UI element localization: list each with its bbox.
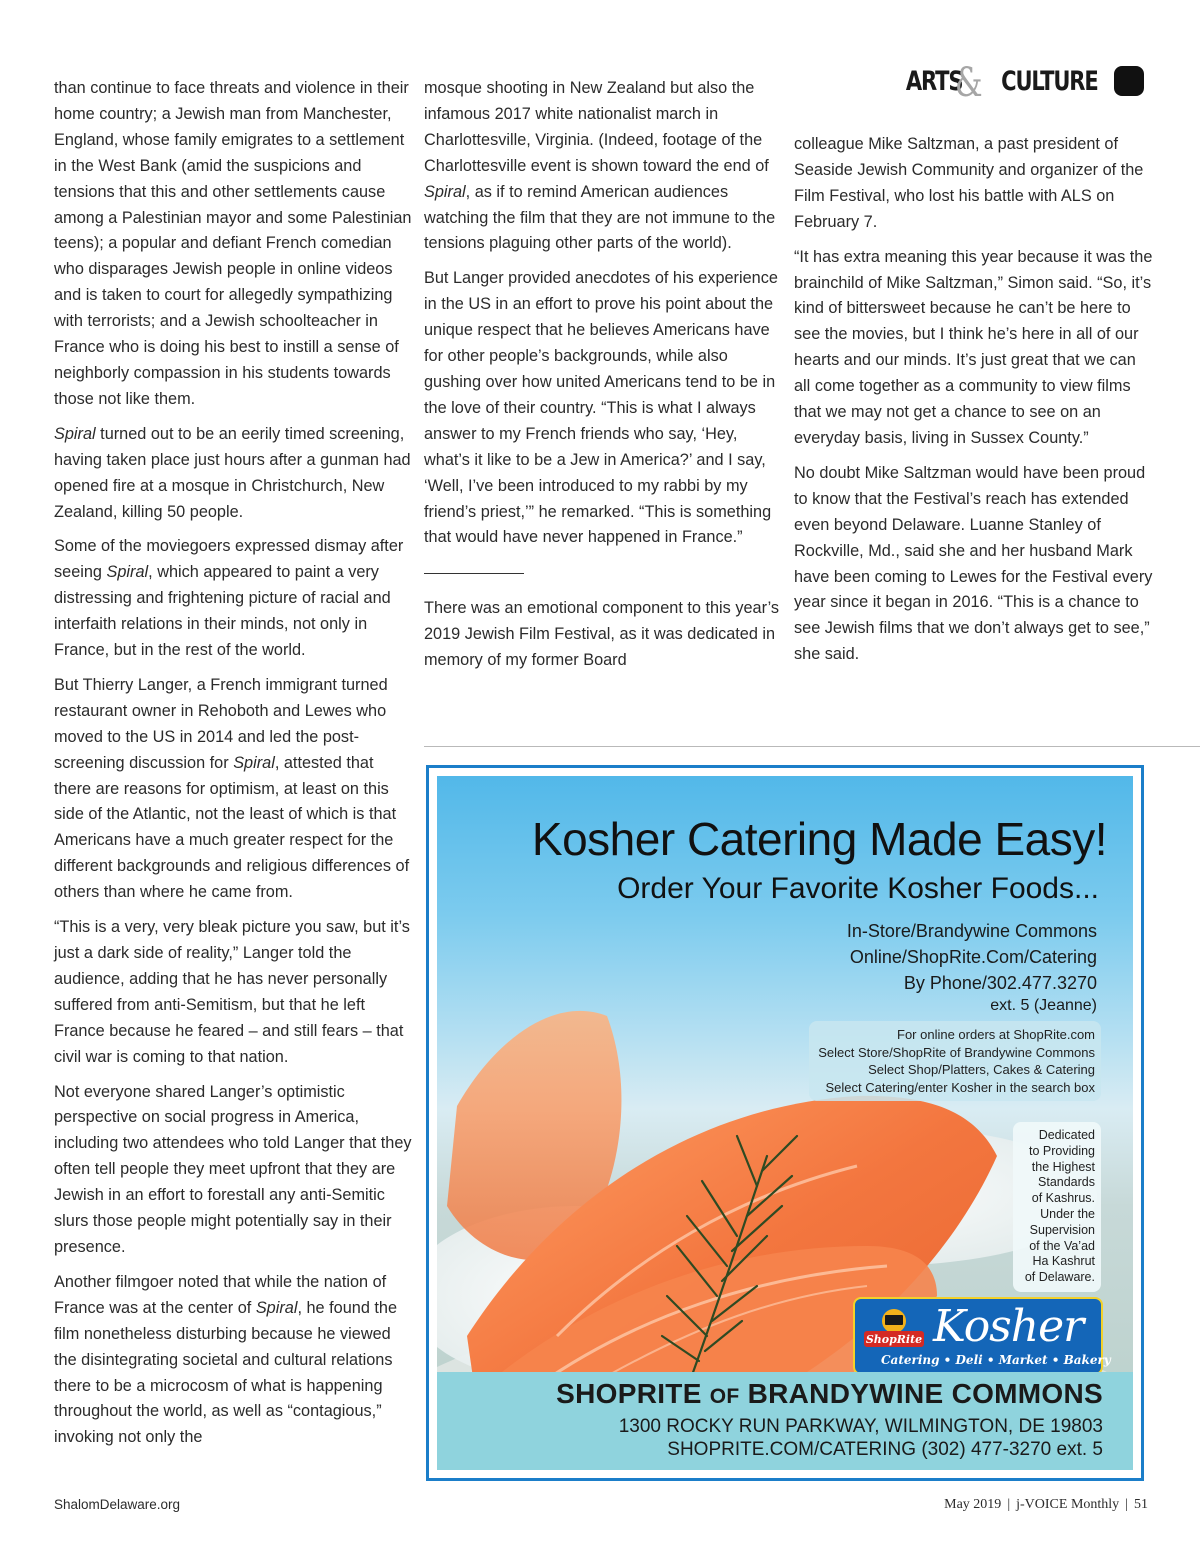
- film-title: Spiral: [54, 424, 96, 443]
- page-number: 51: [1134, 1497, 1148, 1512]
- section-header-ampersand: &: [954, 60, 983, 106]
- store-name: SHOPRITE OF BRANDYWINE COMMONS: [556, 1378, 1103, 1409]
- ad-background: [437, 776, 1133, 1470]
- ad-headline: Kosher Catering Made Easy!: [531, 813, 1107, 865]
- footer-issue-date: May 2019: [944, 1497, 1002, 1512]
- kashrus-statement: Dedicated to Providing the Highest Standards of Kashrus. Under the Supervision of the Va’ad Ha Kashrut of Delaware.: [1013, 1122, 1101, 1292]
- article-column-1: [54, 76, 414, 1460]
- ad-store-footer: [437, 1372, 1133, 1470]
- paragraph: colleague Mike Saltzman, a past president of Seaside Jewish Community and organizer of the Film Festival, who lost his battle with ALS on February 7.: [794, 135, 1144, 231]
- instruction-line: Select Catering/enter Kosher in the search box: [825, 1079, 1095, 1095]
- shoprite-advertisement: [426, 765, 1144, 1481]
- ad-online-line: Online/ShopRite.Com/Catering: [849, 947, 1097, 967]
- svg-text:ShopRite: ShopRite: [865, 1333, 923, 1346]
- section-header-arts: ARTS: [906, 65, 963, 97]
- instruction-line: Select Store/ShopRite of Brandywine Commons: [818, 1044, 1095, 1060]
- store-address: 1300 ROCKY RUN PARKWAY, WILMINGTON, DE 19803: [618, 1416, 1103, 1437]
- film-title: Spiral: [424, 182, 466, 201]
- kosher-tagline: Catering • Deli • Market • Bakery: [881, 1353, 1111, 1367]
- section-header: [890, 58, 1144, 104]
- ad-subheadline: Order Your Favorite Kosher Foods...: [617, 872, 1099, 905]
- film-title: Spiral: [106, 563, 149, 582]
- section-header-culture: CULTURE: [1001, 65, 1098, 97]
- store-contact: SHOPRITE.COM/CATERING (302) 477-3270 ext. 5: [667, 1439, 1103, 1460]
- paragraph: “This is a very, very bleak picture you saw, but it’s just a dark side of reality,” Langer told the audience, adding that he has never personally suffered from anti-Semitism, but that he left France because he feared – and still fears – that civil war is coming to that nation.: [54, 918, 410, 1066]
- online-order-instructions: [809, 1021, 1101, 1101]
- paragraph: Spiral turned out to be an eerily timed screening, having taken place just hours after a gunman had opened fire at a mosque in Christchurch, New Zealand, killing 50 people.: [54, 424, 411, 521]
- paragraph: mosque shooting in New Zealand but also the infamous 2017 white nationalist march in Charlottesville, Virginia. (Indeed, footage of the Charlottesville event is shown toward the end of Spiral, as if to remind American audiences watching the film that they are not immune to the tensions plaguing other parts of the world).: [424, 79, 776, 253]
- section-marker-block: [1114, 66, 1144, 96]
- article-column-3: [794, 132, 1154, 677]
- paragraph: Some of the moviegoers expressed dismay after seeing Spiral, which appeared to paint a very distressing and frightening picture of racial and interfaith relations in their minds, not only in France, but in the rest of the world.: [54, 537, 404, 660]
- ad-extension-line: ext. 5 (Jeanne): [990, 997, 1097, 1014]
- paragraph: But Thierry Langer, a French immigrant turned restaurant owner in Rehoboth and Lewes who moved to the US in 2014 and led the post-screening discussion for Spiral, attested that there are reasons for optimism, at least on this side of the Atlantic, not the least of which is that Americans have a much greater respect for the different backgrounds and religious differences of others than where he came from.: [54, 675, 410, 902]
- film-title: Spiral: [233, 753, 275, 772]
- instruction-line: Select Shop/Platters, Cakes & Catering: [868, 1062, 1095, 1077]
- kosher-wordmark: Kosher: [933, 1301, 1084, 1352]
- film-title: Spiral: [255, 1298, 298, 1317]
- paragraph: No doubt Mike Saltzman would have been proud to know that the Festival’s reach has extended even beyond Delaware. Luanne Stanley of Rockville, Md., said she and her husband Mark have been coming to Lewes for the Festival every year since it began in 2016. “This is a chance to see Jewish films that we don’t always get to see,” she said.: [794, 463, 1153, 664]
- paragraph: Not everyone shared Langer’s optimistic perspective on social progress in America, including two attendees who told Langer that they often tell people they meet upfront that they are Jewish in an effort to forestall any anti-Semitic slurs those people might potentially say in their presence.: [54, 1082, 412, 1256]
- instruction-line: For online orders at ShopRite.com: [897, 1027, 1095, 1042]
- section-separator-rule: [424, 573, 524, 574]
- paragraph: But Langer provided anecdotes of his experience in the US in an effort to prove his point about the unique respect that he believes Americans have for other people’s backgrounds, while also gushing over how united Americans tend to be in the love of their country. “This is what I always answer to my French friends who say, ‘Hey, what’s it like to be a Jew in America?’ and I say, ‘Well, I’ve been introduced to my rabbi by my friend’s priest,’” he remarked. “This is something that would have never happened in France.”: [424, 269, 778, 547]
- footer-folio: May 2019 | j-VOICE Monthly | 51: [944, 1497, 1148, 1512]
- footer-publication: j-VOICE Monthly: [1016, 1497, 1120, 1512]
- shoprite-logo-icon: [861, 1307, 927, 1353]
- paragraph: There was an emotional component to this year’s 2019 Jewish Film Festival, as it was dedicated in memory of my former Board: [424, 599, 780, 670]
- paragraph: Another filmgoer noted that while the nation of France was at the center of Spiral, he found the film nonetheless disturbing because he viewed the disintegrating societal and cultural relations there to be a microcosm of what is happening throughout the world, as well as “contagious,” invoking not only the: [54, 1272, 398, 1447]
- paragraph: “It has extra meaning this year because it was the brainchild of Mike Saltzman,” Simon said. “So, it’s kind of bittersweet because he can’t be here to see the movies, but I think he’s here in all of our hearts and our minds. It’s just great that we can all come together as a community to view films that we may not get a chance to see on an everyday basis, living in Sussex County.”: [794, 247, 1153, 447]
- ad-divider-line: [424, 746, 1200, 747]
- shoprite-kosher-badge: [853, 1297, 1111, 1375]
- footer-website: ShalomDelaware.org: [54, 1497, 181, 1512]
- paragraph: than continue to face threats and violence in their home country; a Jewish man from Manchester, England, whose family emigrates to a settlement in the West Bank (amid the suspicions and tensions that this and other settlements cause among a Palestinian mayor and some Palestinian teens); a popular and defiant French comedian who disparages Jewish people in online videos and is taken to court for allegedly sympathizing with terrorists; and a Jewish schoolteacher in France who is doing his best to instill a sense of neighborly compassion in his students towards those not like them.: [54, 79, 412, 408]
- ad-phone-line: By Phone/302.477.3270: [903, 973, 1097, 993]
- ad-instore-line: In-Store/Brandywine Commons: [846, 921, 1097, 941]
- article-column-2: [424, 76, 780, 683]
